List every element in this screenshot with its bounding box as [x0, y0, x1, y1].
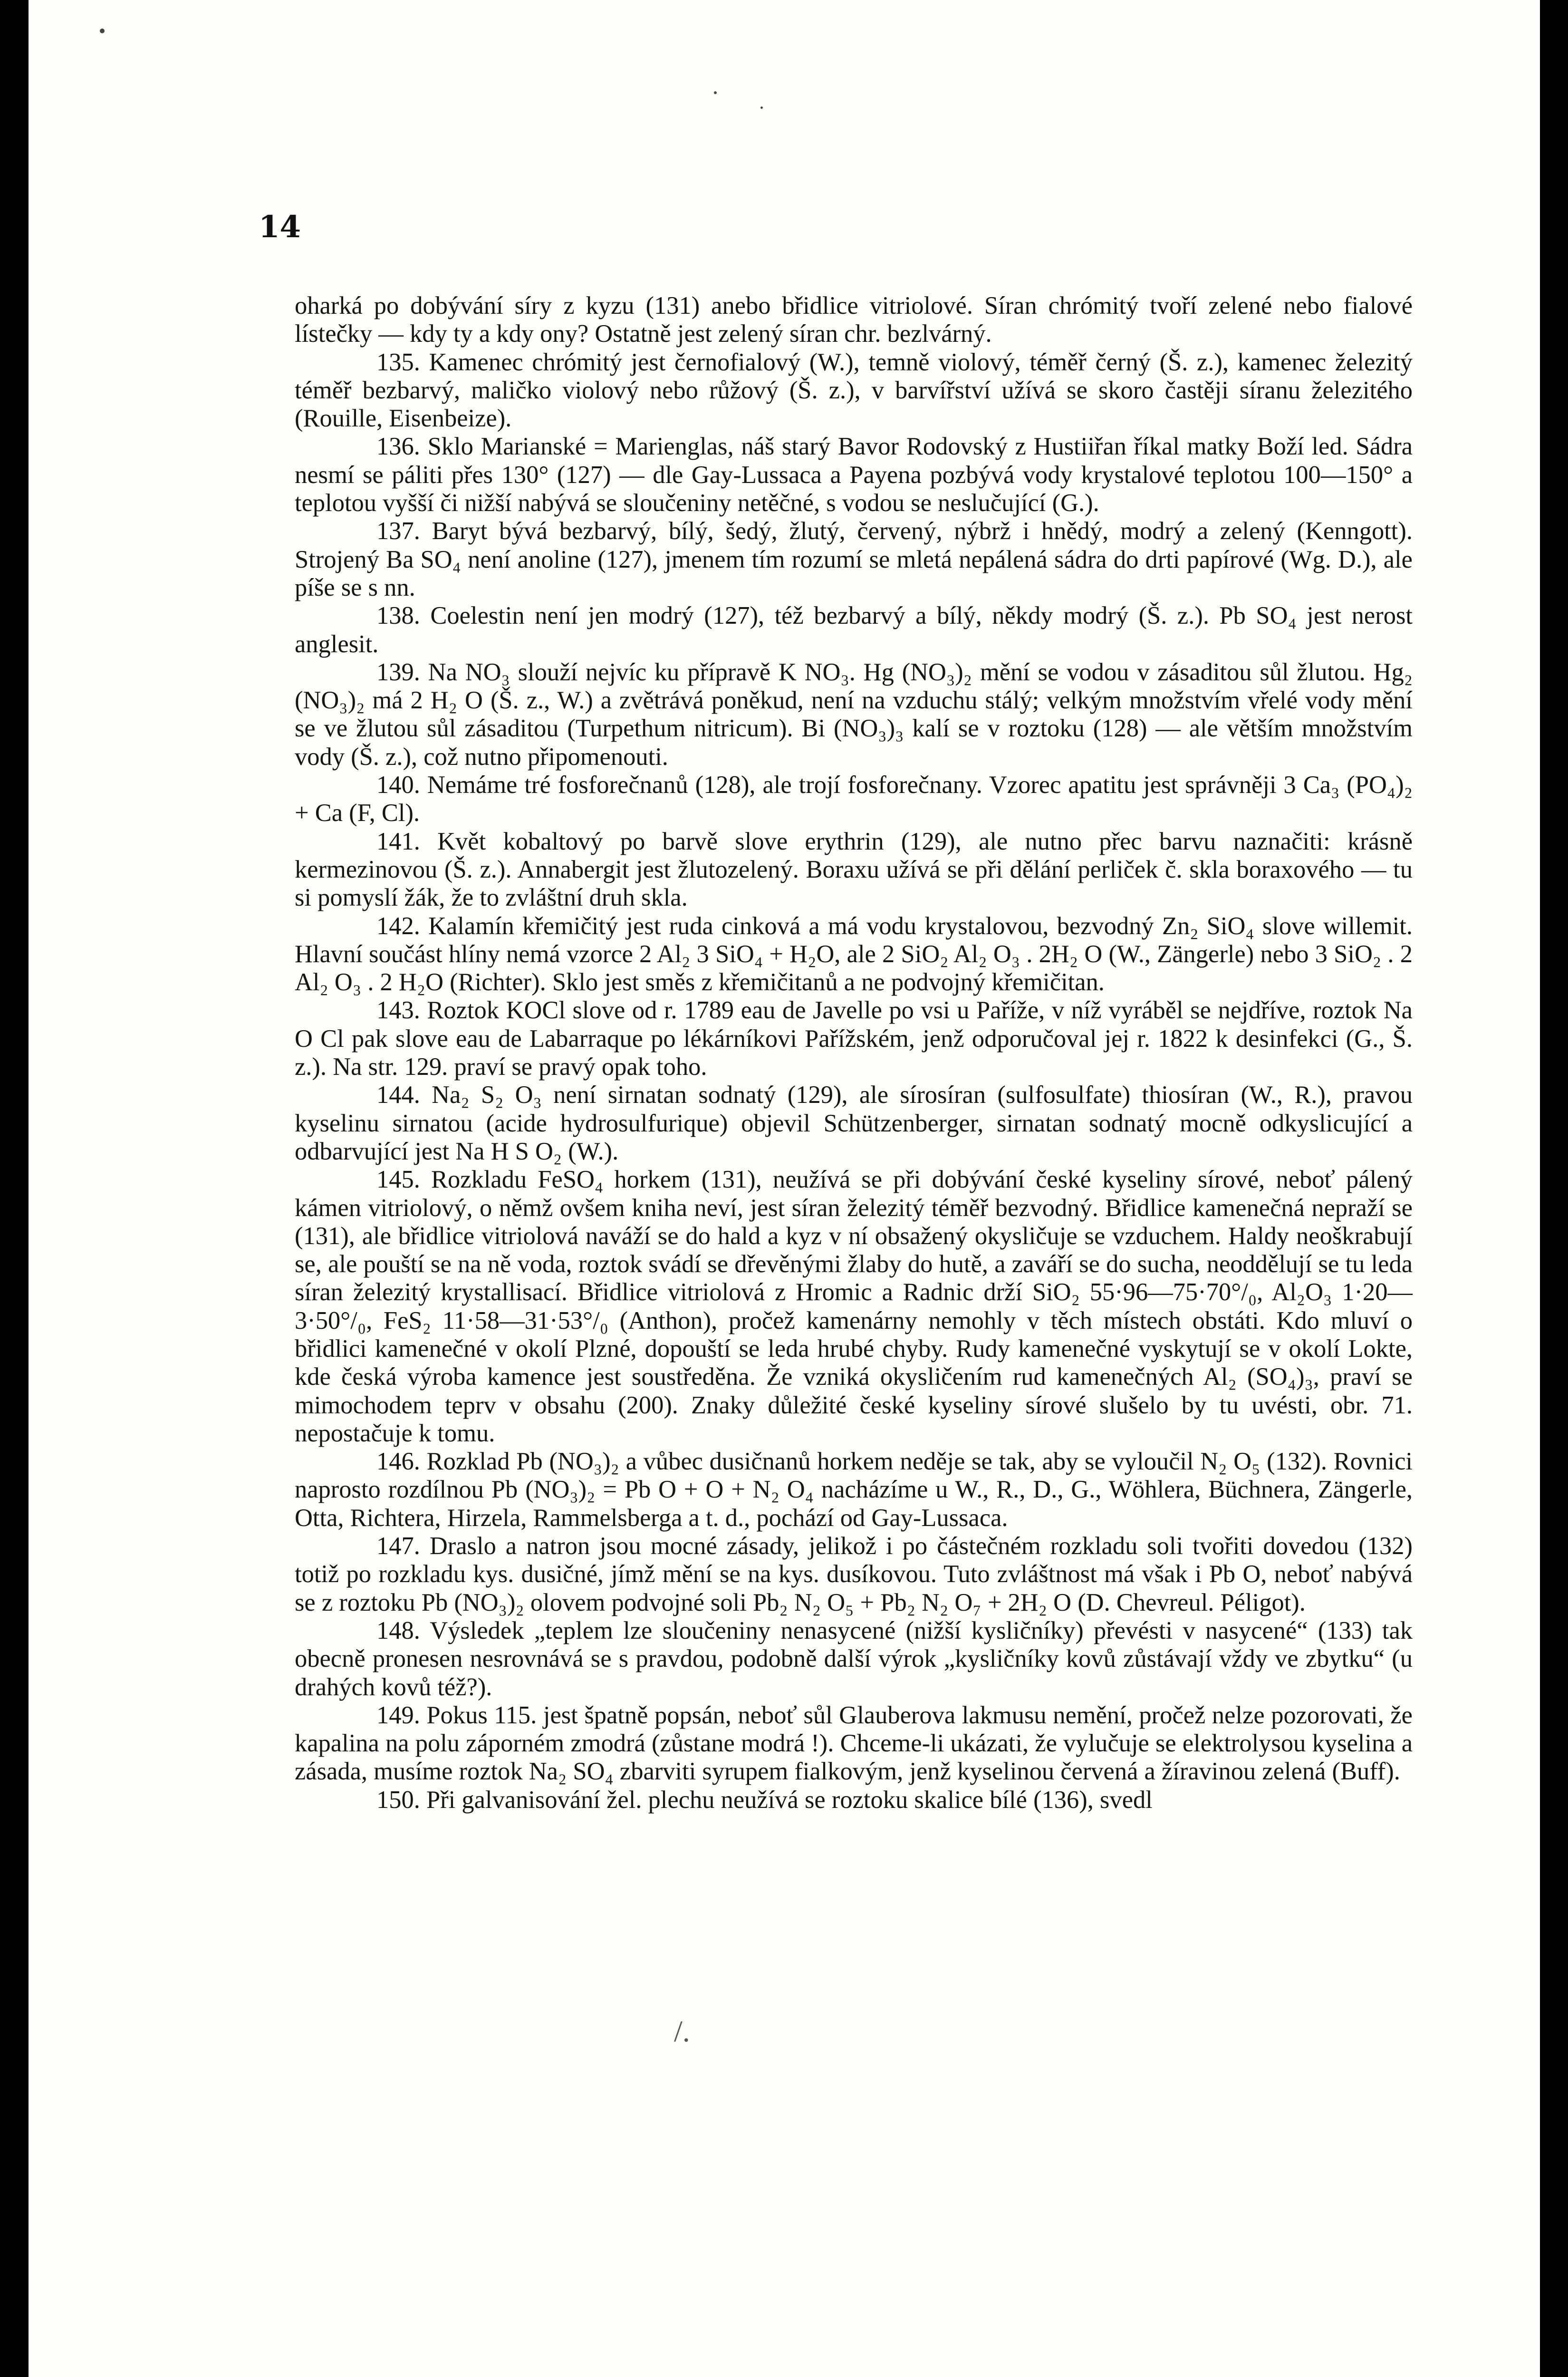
paragraph-150: 150. Při galvanisování žel. plechu neužívá se roztoku skalice bílé (136), svedl: [376, 1786, 1153, 1814]
margin-pencil-mark: /.: [674, 2014, 690, 2048]
paragraph-continuation: oharká po dobývání síry z kyzu (131) anebo břidlice vitriolové. Síran chrómitý tvoří zelené nebo fialové lístečky — kdy ty a kdy ony? Ostatně jest zelený síran chr. bezlvárný.: [295, 292, 1413, 348]
paragraph-146: 146. Rozklad Pb (NO₃)₂ a vůbec dusičnanů horkem neděje se tak, aby se vyloučil N₂ O₅ (132). Rovnici naprosto rozdílnou Pb (NO₃)₂ = Pb O + O + N₂ O₄ nacházíme u W., R., D., G., Wöhlera, Büchnera, Zängerle, Otta, Richtera, Hirzela, Rammelsberga a t. d., pochází od Gay-Lussaca.: [295, 1448, 1413, 1532]
book-page: [29, 0, 1540, 2377]
dust-speck: [760, 106, 763, 109]
paragraph-142: 142. Kalamín křemičitý jest ruda cinková a má vodu krystalovou, bezvodný Zn₂ SiO₄ slove willemit. Hlavní součást hlíny nemá vzorce 2 Al₂ 3 SiO₄ + H₂O, ale 2 SiO₂ Al₂ O₃ . 2H₂ O (W., Zängerle) nebo 3 SiO₂ . 2 Al₂ O₃ . 2 H₂O (Richter). Sklo jest směs z křemičitanů a ne podvojný křemičitan.: [295, 912, 1413, 996]
paragraph-148: 148. Výsledek „teplem lze sloučeniny nenasycené (nižší kysličníky) převésti v nasycené“ (133) tak obecně pronesen nesrovnává se s pravdou, podobně další výrok „kysličníky kovů zůstávají vždy ve zbytku“ (u drahých kovů též?).: [295, 1616, 1413, 1701]
page-number: 14: [259, 209, 301, 245]
paragraph-147: 147. Draslo a natron jsou mocné zásady, jelikož i po částečném rozkladu soli tvořiti dovedou (132) totiž po rozkladu kys. dusičné, jímž mění se na kys. dusíkovou. Tuto zvláštnost má však i Pb O, neboť nabývá se z roztoku Pb (NO₃)₂ olovem podvojné soli Pb₂ N₂ O₅ + Pb₂ N₂ O₇ + 2H₂ O (D. Chevreul. Péligot).: [295, 1532, 1413, 1616]
paragraph-137: 137. Baryt bývá bezbarvý, bílý, šedý, žlutý, červený, nýbrž i hnědý, modrý a zelený (Kenngott). Strojený Ba SO₄ není anoline (127), jmenem tím rozumí se mletá nepálená sádra do drti papírové (Wg. D.), ale píše se s nn.: [295, 517, 1413, 601]
paragraph-136: 136. Sklo Marianské = Marienglas, náš starý Bavor Rodovský z Hustiiřan říkal matky Boží led. Sádra nesmí se páliti přes 130° (127) — dle Gay-Lussaca a Payena pozbývá vody krystalové teplotou 100—150° a teplotou vyšší či nižší nabývá se sloučeniny netěčné, s vodou se neslučující (G.).: [295, 433, 1413, 517]
paragraph-140: 140. Nemáme tré fosforečnanů (128), ale trojí fosforečnany. Vzorec apatitu jest správněji 3 Ca₃ (PO₄)₂ + Ca (F, Cl).: [295, 771, 1413, 827]
paragraph-135: 135. Kamenec chrómitý jest černofialový (W.), temně violový, téměř černý (Š. z.), kamenec železitý téměř bezbarvý, maličko violový nebo růžový (Š. z.), v barvířství užívá se skoro častěji síranu železitého (Rouille, Eisenbeize).: [295, 348, 1413, 433]
page-body-text: [295, 292, 1413, 1814]
paragraph-139: 139. Na NO₃ slouží nejvíc ku přípravě K NO₃. Hg (NO₃)₂ mění se vodou v zásaditou sůl žlutou. Hg₂ (NO₃)₂ má 2 H₂ O (Š. z., W.) a zvětrává poněkud, není na vzduchu stálý; velkým množstvím vřelé vody mění se ve žlutou sůl zásaditou (Turpethum nitricum). Bi (NO₃)₃ kalí se v roztoku (128) — ale větším množstvím vody (Š. z.), což nutno připomenouti.: [295, 658, 1413, 771]
paragraph-141: 141. Květ kobaltový po barvě slove erythrin (129), ale nutno přec barvu naznačiti: krásně kermezinovou (Š. z.). Annabergit jest žlutozelený. Boraxu užívá se při dělání perliček č. skla boraxového — tu si pomyslí žák, že to zvláštní druh skla.: [295, 827, 1413, 912]
paragraph-138: 138. Coelestin není jen modrý (127), též bezbarvý a bílý, někdy modrý (Š. z.). Pb SO₄ jest nerost anglesit.: [295, 602, 1413, 658]
paragraph-143: 143. Roztok KOCl slove od r. 1789 eau de Javelle po vsi u Paříže, v níž vyráběl se nejdříve, roztok Na O Cl pak slove eau de Labarraque po lékárníkovi Pařížském, jenž odporučoval jej r. 1822 k desinfekci (G., Š. z.). Na str. 129. praví se pravý opak toho.: [295, 996, 1413, 1081]
paragraph-144: 144. Na₂ S₂ O₃ není sirnatan sodnatý (129), ale sírosíran (sulfosulfate) thiosíran (W., R.), pravou kyselinu sirnatou (acide hydrosulfurique) objevil Schützenberger, sirnatan sodnatý mocně odkyslicující a odbarvující jest Na H S O₂ (W.).: [295, 1081, 1413, 1165]
paragraph-145: 145. Rozkladu FeSO₄ horkem (131), neužívá se při dobývání české kyseliny sírové, neboť pálený kámen vitriolový, o němž ovšem kniha neví, jest síran železitý téměř bezvodný. Břidlice kamenečná nepraží se (131), ale břidlice vitriolová naváží se do hald a kyz v ní obsažený okysličuje se vzduchem. Haldy neoškrabují se, ale pouští se na ně voda, roztok svádí se dřevěnými žlaby do hutě, a zaváří se do sucha, neoddělují se tu leda síran železitý krystallisací. Břidlice vitriolová z Hromic a Radnic drží SiO₂ 55·96—75·70°/₀, Al₂O₃ 1·20—3·50°/₀, FeS₂ 11·58—31·53°/₀ (Anthon), pročež kamenárny nemohly v těch místech obstáti. Kdo mluví o břidlici kamenečné v okolí Plzné, dopouští se leda hrubé chyby. Rudy kamenečné vyskytují se v okolí Lokte, kde česká výroba kamence jest soustředěna. Že vzniká okysličením rud kamenečných Al₂ (SO₄)₃, praví se mimochodem teprv v obsahu (200). Znaky důležité české kyseliny sírové slušelo by tu uvésti, obr. 71. nepostačuje k tomu.: [295, 1166, 1413, 1447]
dust-speck: [714, 91, 717, 94]
dust-speck: [100, 29, 105, 33]
paragraph-149: 149. Pokus 115. jest špatně popsán, neboť sůl Glauberova lakmusu nemění, pročež nelze pozorovati, že kapalina na polu záporném zmodrá (zůstane modrá !). Chceme-li ukázati, že vylučuje se elektrolysou kyselina a zásada, musíme roztok Na₂ SO₄ zbarviti syrupem fialkovým, jenž kyselinou červená a žíravinou zelená (Buff).: [295, 1701, 1413, 1786]
